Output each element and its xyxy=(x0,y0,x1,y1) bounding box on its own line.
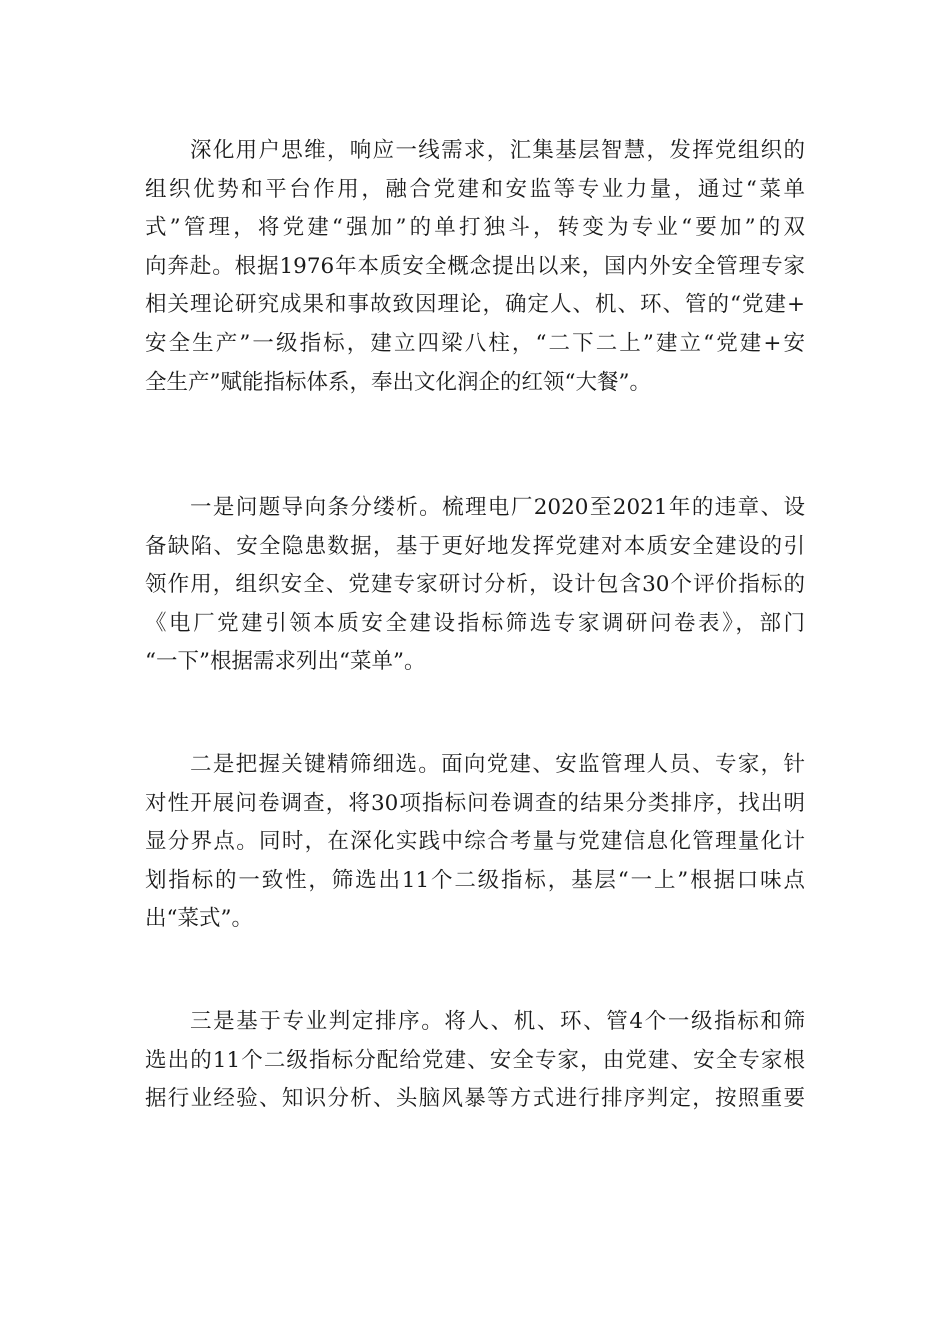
paragraph-intro xyxy=(145,132,805,402)
text-line: 领作用，组织安全、党建专家研讨分析，设计包含30个评价指标的 xyxy=(145,572,805,598)
text-line: 划指标的一致性，筛选出11个二级指标，基层“一上”根据口味点 xyxy=(145,867,805,893)
text-line: 《电厂党建引领本质安全建设指标筛选专家调研问卷表》，部门 xyxy=(145,610,805,636)
paragraph-point-three xyxy=(145,1003,805,1119)
text-line: 向奔赴。根据1976年本质安全概念提出以来，国内外安全管理专家 xyxy=(145,253,805,279)
text-line: 组织优势和平台作用，融合党建和安监等专业力量，通过“菜单 xyxy=(145,176,805,202)
paragraph-point-one xyxy=(145,489,805,682)
text-line: 式”管理，将党建“强加”的单打独斗，转变为专业“要加”的双 xyxy=(145,215,805,241)
text-line: 深化用户思维，响应一线需求，汇集基层智慧，发挥党组织的 xyxy=(190,138,805,163)
text-line: 安全生产”一级指标，建立四梁八柱，“二下二上”建立“党建+安 xyxy=(145,330,805,356)
text-line: 对性开展问卷调查，将30项指标问卷调查的结果分类排序，找出明 xyxy=(145,790,805,816)
text-line: 相关理论研究成果和事故致因理论，确定人、机、环、管的“党建+ xyxy=(145,292,805,318)
text-line: “一下”根据需求列出“菜单”。 xyxy=(145,649,426,675)
text-line: 显分界点。同时，在深化实践中综合考量与党建信息化管理量化计 xyxy=(145,829,805,855)
text-line: 选出的11个二级指标分配给党建、安全专家，由党建、安全专家根 xyxy=(145,1047,805,1073)
text-line: 出“菜式”。 xyxy=(145,906,253,932)
text-line: 全生产”赋能指标体系，奉出文化润企的红领“大餐”。 xyxy=(145,369,651,395)
text-line: 一是问题导向条分缕析。梳理电厂2020至2021年的违章、设 xyxy=(190,495,805,520)
text-line: 据行业经验、知识分析、头脑风暴等方式进行排序判定，按照重要 xyxy=(145,1086,805,1112)
text-line: 备缺陷、安全隐患数据，基于更好地发挥党建对本质安全建设的引 xyxy=(145,533,805,559)
text-line: 三是基于专业判定排序。将人、机、环、管4个一级指标和筛 xyxy=(190,1009,805,1034)
paragraph-point-two xyxy=(145,746,805,939)
text-line: 二是把握关键精筛细选。面向党建、安监管理人员、专家，针 xyxy=(190,752,805,777)
